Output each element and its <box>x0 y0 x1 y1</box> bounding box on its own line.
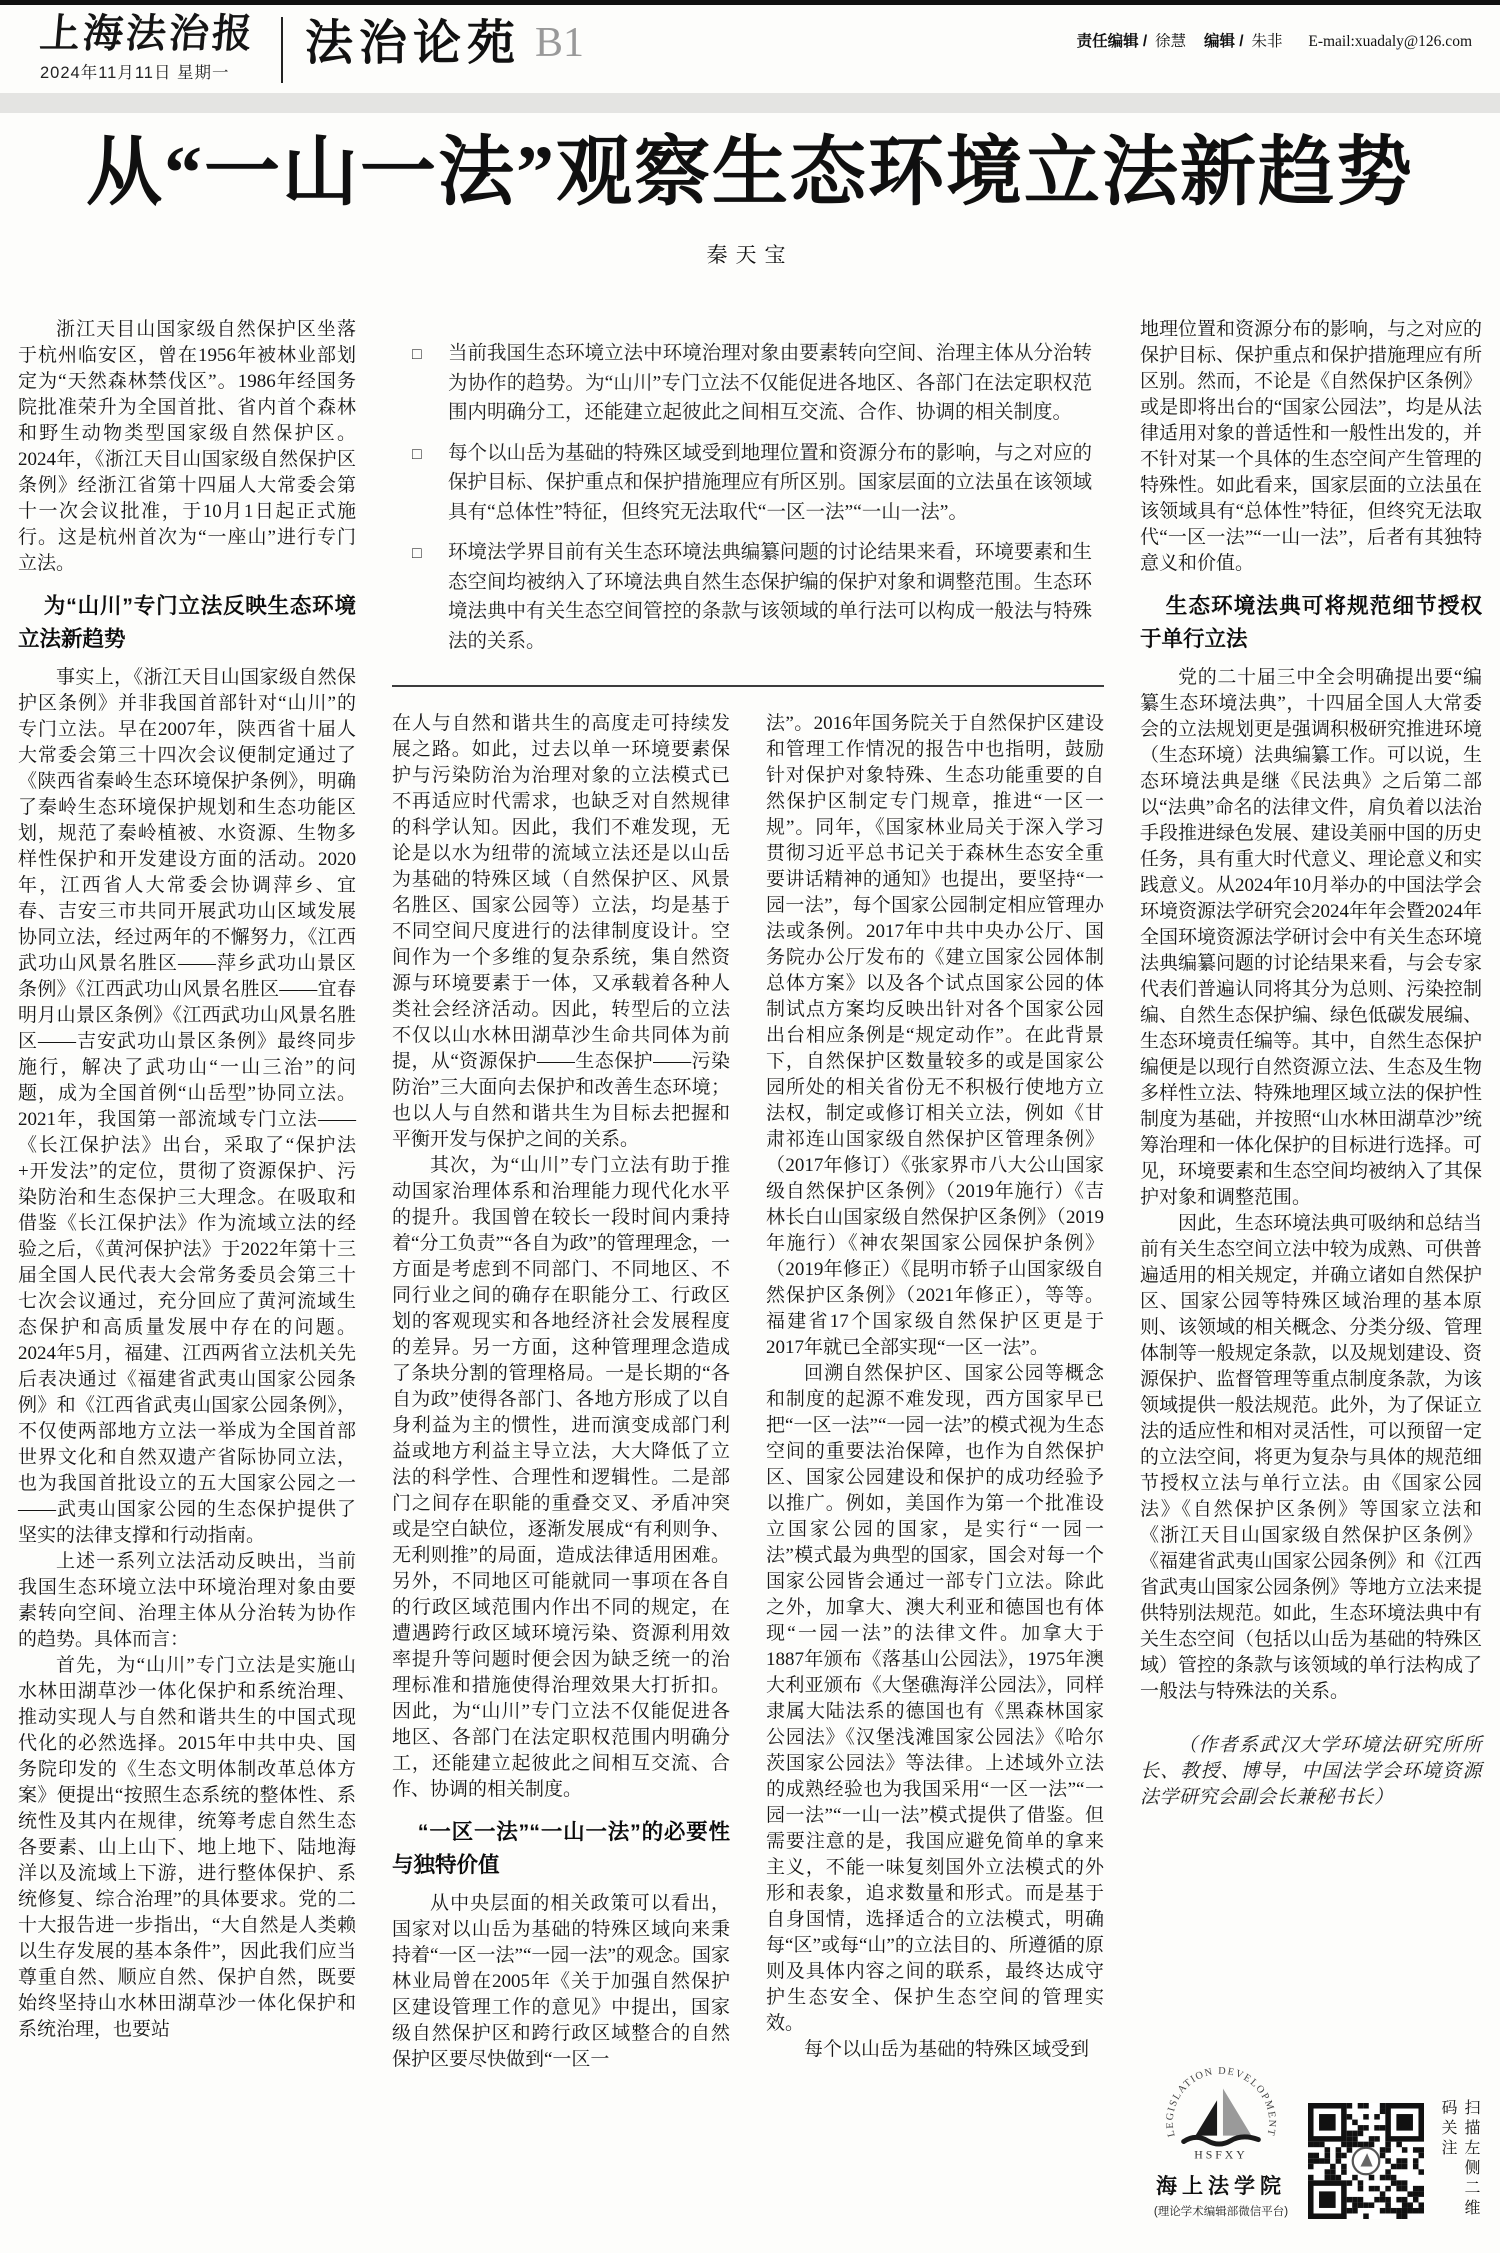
body-paragraph: 党的二十届三中全会明确提出要“编纂生态环境法典”，十四届全国人大常委会的立法规划更是强调积极研究推进环境（生态环境）法典编纂工作。可以说，生态环境法典是继《民法典》之后第二部以“法典”命名的法律文件，肩负着以法治手段推进绿色发展、建设美丽中国的历史任务，具有重大时代意义、理论意义和实践意义。从2024年10月举办的中国法学会环境资源法学研究会2024年年会暨2024年全国环境资源法学研讨会中有关生态环境法典编纂问题的讨论结果来看，与会专家代表们普遍认同将其分为总则、污染控制编、自然生态保护编、绿色低碳发展编、生态环境责任编等。其中，自然生态保护编便是以现行自然资源立法、生态及生物多样性立法、特殊地理区域立法的保护性制度为基础，并按照“山水林田湖草沙”统筹治理和一体化保护的目标进行选择。可见，环境要素和生态空间均被纳入了其保护对象和调整范围。 <box>1140 667 1483 1208</box>
text-column-1 <box>18 317 356 2227</box>
newspaper-logo: 上海法治报 <box>38 11 258 56</box>
abstract-text: 环境法学界目前有关生态环境法典编纂问题的讨论结果来看，环境要素和生态空间均被纳入了环境法典自然生态保护编的保护对象和调整范围。生态环境法典中有关生态空间管控的条款与该领域的单行法可以构成一般法与特殊法的关系。 <box>448 542 1092 652</box>
right-sail <box>1223 2088 1252 2135</box>
text-column-3 <box>766 711 1104 2227</box>
sailboat-logo-icon <box>1162 2064 1280 2168</box>
responsible-editor-label: 责任编辑 / <box>1076 33 1148 50</box>
editor-name: 朱非 <box>1251 33 1283 50</box>
abstract-box <box>392 317 1104 687</box>
author-bio: （作者系武汉大学环境法研究所所长、教授、博导，中国法学会环境资源法学研究会副会长兼秘书长） <box>1140 1735 1482 1808</box>
org-logo-group <box>1146 2064 1296 2219</box>
column-4-text <box>1140 317 1482 1811</box>
section-subheading: “一区一法”“一山一法”的必要性与独特价值 <box>392 1820 730 1877</box>
body-paragraph: 其次，为“山川”专门立法有助于推动国家治理体系和治理能力现代化水平的提升。我国曾在较长一段时间内秉持着“分工负责”“各自为政”的管理理念，一方面是考虑到不同部门、不同地区、不同行业之间的确存在职能分工、行政区划的客观现实和各地经济社会发展程度的差异。另一方面，这种管理理念造成了条块分割的管理格局。一是长期的“各自为政”使得各部门、各地方形成了以自身利益为主的惯性，进而演变成部门利益或地方利益主导立法，大大降低了立法的科学性、合理性和逻辑性。二是部门之间存在职能的重叠交叉、矛盾冲突或是空白缺位，逐渐发展成“有利则争、无利则推”的局面，造成法律适用困难。另外，不同地区可能就同一事项在各自的行政区域范围内作出不同的规定，在遭遇跨行政区域环境污染、资源利用效率提升等问题时便会因为缺乏统一的治理标准和措施使得治理效果大打折扣。因此，为“山川”专门立法不仅能促进各地区、各部门在法定职权范围内明确分工，还能建立起彼此之间相互交流、合作、协调的相关制度。 <box>392 1155 730 1800</box>
masthead-left <box>38 11 258 83</box>
qr-code <box>1308 2103 1424 2219</box>
section-subheading: 为“山川”专门立法反映生态环境立法新趋势 <box>18 594 356 651</box>
masthead <box>0 5 1500 93</box>
section-header <box>305 13 584 75</box>
article-headline: 从“一山一法”观察生态环境立法新趋势 <box>86 131 1414 215</box>
responsible-editor-name: 徐慧 <box>1155 33 1187 50</box>
left-sail <box>1195 2100 1217 2135</box>
abstract-item <box>404 339 1092 428</box>
editor-email: E-mail:xuadaly@126.com <box>1308 33 1472 50</box>
body-paragraph: 每个以山岳为基础的特殊区域受到 <box>804 2039 1090 2060</box>
section-title: 法治论苑 <box>305 17 522 70</box>
square-bullet-icon: □ <box>412 545 422 562</box>
square-bullet-icon: □ <box>412 445 422 463</box>
qr-caption: 扫描左侧二维码关注 <box>1439 2099 1479 2219</box>
body-paragraph: 首先，为“山川”专门立法是实施山水林田湖草沙一体化保护和系统治理、推动实现人与自然和谐共生的中国式现代化的必然选择。2015年中共中央、国务院印发的《生态文明体制改革总体方案》便提出“按照生态系统的整体性、系统性及其内在规律，统筹考虑自然生态各要素、山上山下、地上地下、陆地海洋以及流域上下游，进行整体保护、系统修复、综合治理”的具体要求。党的二十大报告进一步指出，“大自然是人类赖以生存发展的基本条件”，因此我们应当尊重自然、顺应自然、保护自然，既要始终坚持山水林田湖草沙一体化保护和系统治理，也要站 <box>18 1655 356 2040</box>
article-body <box>0 317 1500 2227</box>
body-paragraph: 从中央层面的相关政策可以看出，国家对以山岳为基础的特殊区域向来秉持着“一区一法”“一园一法”的观念。国家林业局曾在2005年《关于加强自然保护区建设管理工作的意见》中提出，国家级自然保护区和跨行政区域整合的自然保护区要尽快做到“一区一 <box>392 1893 730 2070</box>
body-paragraph: 浙江天目山国家级自然保护区坐落于杭州临安区，曾在1956年被林业部划定为“天然森林禁伐区”。1986年经国务院批准荣升为全国首批、省内首个森林和野生动物类型国家级自然保护区。2024年，《浙江天目山国家级自然保护区条例》经浙江省第十四届人大常委会第十一次会议批准，于10月1日起正式施行。这是杭州首次为“一座山”进行专门立法。 <box>18 319 356 574</box>
org-name: 海上法学院 <box>1156 2175 1286 2198</box>
page-number: B1 <box>535 20 585 66</box>
wave-stroke <box>1184 2137 1259 2144</box>
editor-label: 编辑 / <box>1203 33 1244 50</box>
abstract-item <box>404 439 1092 528</box>
body-paragraph: 在人与自然和谐共生的高度走可持续发展之路。如此，过去以单一环境要素保护与污染防治为治理对象的立法模式已不再适应时代需求，也缺乏对自然规律的科学认知。因此，我们不难发现，无论是以水为纽带的流域立法还是以山岳为基础的特殊区域（自然保护区、风景名胜区、国家公园等）立法，均是基于不同空间尺度进行的法律制度设计。空间作为一个多维的复杂系统，集自然资源与环境要素于一体，又承载着各种人类社会经济活动。因此，转型后的立法不仅以山水林田湖草沙生命共同体为前提，从“资源保护——生态保护——污染防治”三大面向去保护和改善生态环境；也以人与自然和谐共生为目标去把握和平衡开发与保护之间的关系。 <box>392 713 730 1150</box>
body-paragraph: 回溯自然保护区、国家公园等概念和制度的起源不难发现，西方国家早已把“一区一法”“一园一法”的模式视为生态空间的重要法治保障，也作为自然保护区、国家公园建设和保护的成功经验予以推广。例如，美国作为第一个批准设立国家公园的国家，是实行“一园一法”模式最为典型的国家，国会对每一个国家公园皆会通过一部专门立法。除此之外，加拿大、澳大利亚和德国也有体现“一园一法”的法律文件。加拿大于1887年颁布《落基山公园法》，1975年澳大利亚颁布《大堡礁海洋公园法》，同样隶属大陆法系的德国也有《黑森林国家公园法》《汉堡浅滩国家公园法》《哈尔茨国家公园法》等法律。上述域外立法的成熟经验也为我国采用“一区一法”“一园一法”“一山一法”模式提供了借鉴。但需要注意的是，我国应避免简单的拿来主义，不能一味复刻国外立法模式的外形和表象，追求数量和形式。而是基于自身国情，选择适合的立法模式，明确每“区”或每“山”的立法目的、所遵循的原则及具体内容之间的联系，最终达成守护生态安全、保护生态空间的管理实效。 <box>766 1363 1104 2034</box>
masthead-divider <box>281 17 283 83</box>
text-column-4 <box>1140 317 1482 2227</box>
abstract-text: 当前我国生态环境立法中环境治理对象由要素转向空间、治理主体从分治转为协作的趋势。为“山川”专门立法不仅能促进各地区、各部门在法定职权范围内明确分工，还能建立起彼此之间相互交流、合作、协调的相关制度。 <box>448 343 1092 423</box>
divider-band <box>0 93 1500 113</box>
square-bullet-icon: □ <box>412 346 422 363</box>
date-line: 2024年11月11日 星期一 <box>40 64 230 82</box>
org-subtitle: (理论学术编辑部微信平台) <box>1153 2206 1289 2218</box>
body-paragraph: 上述一系列立法活动反映出，当前我国生态环境立法中环境治理对象由要素转向空间、治理主体从分治转为协作的趋势。具体而言： <box>18 1551 356 1650</box>
svg-text:LEGISLATION DEVELOPMENT: LEGISLATION DEVELOPMENT <box>1164 2065 1278 2138</box>
text-column-2 <box>392 711 730 2227</box>
section-subheading: 生态环境法典可将规范细节授权于单行立法 <box>1140 594 1482 651</box>
editors-line <box>1077 29 1472 51</box>
body-paragraph: 地理位置和资源分布的影响，与之对应的保护目标、保护重点和保护措施理应有所区别。然而，不论是《自然保护区条例》或是即将出台的“国家公园法”，均是从法律适用对象的普适性和一般性出发的，并不针对某一个具体的生态空间产生管理的特殊性。如此看来，国家层面的立法虽在该领域具有“总体性”特征，但终究无法取代“一区一法”“一山一法”，后者有其独特意义和价值。 <box>1140 319 1483 574</box>
article-author: 秦天宝 <box>706 243 794 267</box>
abstract-item <box>404 538 1092 656</box>
body-paragraph: 法”。2016年国务院关于自然保护区建设和管理工作情况的报告中也指明，鼓励针对保护对象特殊、生态功能重要的自然保护区制定专门规章，推进“一区一规”。同年，《国家林业局关于深入学习贯彻习近平总书记关于森林生态安全重要讲话精神的通知》也提出，要坚持“一园一法”，每个国家公园制定相应管理办法或条例。2017年中共中央办公厅、国务院办公厅发布的《建立国家公园体制总体方案》以及各个试点国家公园的体制试点方案均反映出针对各个国家公园出台相应条例是“规定动作”。在此背景下，自然保护区数量较多的或是国家公园所处的相关省份无不积极行使地方立法权，制定或修订相关立法，例如《甘肃祁连山国家级自然保护区管理条例》（2017年修订）《张家界市八大公山国家级自然保护区条例》（2019年施行）《吉林长白山国家级自然保护区条例》（2019年施行）《神农架国家公园保护条例》（2019年修正）《昆明市轿子山国家级自然保护区条例》（2021年修正），等等。福建省17个国家级自然保护区更是于2017年就已全部实现“一区一法”。 <box>766 713 1104 1358</box>
org-abbr: HSFXY <box>1194 2147 1248 2162</box>
abstract-text: 每个以山岳为基础的特殊区域受到地理位置和资源分布的影响，与之对应的保护目标、保护重点和保护措施理应有所区别。国家层面的立法虽在该领域具有“总体性”特征，但终究无法取代“一区一法”“一山一法”。 <box>448 442 1092 523</box>
body-paragraph: 因此，生态环境法典可吸纳和总结当前有关生态空间立法中较为成熟、可供普遍适用的相关规定，并确立诸如自然保护区、国家公园等特殊区域治理的基本原则、该领域的相关概念、分类分级、管理体制等一般规定条款，以及规划建设、资源保护、监督管理等重点制度条款，为该领域提供一般法规范。此外，为了保证立法的适应性和相对灵活性，可以预留一定的立法空间，将更为复杂与具体的规范细节授权立法与单行立法。由《国家公园法》《自然保护区条例》等国家立法和《浙江天目山国家级自然保护区条例》《福建省武夷山国家公园条例》和《江西省武夷山国家公园条例》等地方立法来提供特别法规范。如此，生态环境法典中有关生态空间（包括以山岳为基础的特殊区域）管控的条款与该领域的单行法构成了一般法与特殊法的关系。 <box>1140 1213 1483 1702</box>
branding-block <box>1140 2064 1482 2227</box>
body-paragraph: 事实上，《浙江天目山国家级自然保护区条例》并非我国首部针对“山川”的专门立法。早在2007年，陕西省十届人大常委会第三十四次会议便制定通过了《陕西省秦岭生态环境保护条例》，明确了秦岭生态环境保护规划和生态功能区划，规范了秦岭植被、水资源、生物多样性保护和开发建设方面的活动。2020年，江西省人大常委会协调萍乡、宜春、吉安三市共同开展武功山区域发展协同立法，经过两年的不懈努力，《江西武功山风景名胜区——萍乡武功山景区条例》《江西武功山风景名胜区——宜春明月山景区条例》《江西武功山风景名胜区——吉安武功山景区条例》最终同步施行，解决了武功山“一山三治”的问题，成为全国首例“山岳型”协同立法。2021年，我国第一部流域专门立法——《长江保护法》出台，采取了“保护法+开发法”的定位，贯彻了资源保护、污染防治和生态保护三大理念。在吸取和借鉴《长江保护法》作为流域立法的经验之后，《黄河保护法》于2022年第十三届全国人民代表大会常务委员会第三十七次会议通过，充分回应了黄河流域生态保护和高质量发展中存在的问题。2024年5月，福建、江西两省立法机关先后表决通过《福建省武夷山国家公园条例》和《江西省武夷山国家公园条例》，不仅使两部地方立法一举成为全国首部世界文化和自然双遗产省际协同立法，也为我国首批设立的五大国家公园之一——武夷山国家公园的生态保护提供了坚实的法律支撑和行动指南。 <box>18 667 356 1546</box>
